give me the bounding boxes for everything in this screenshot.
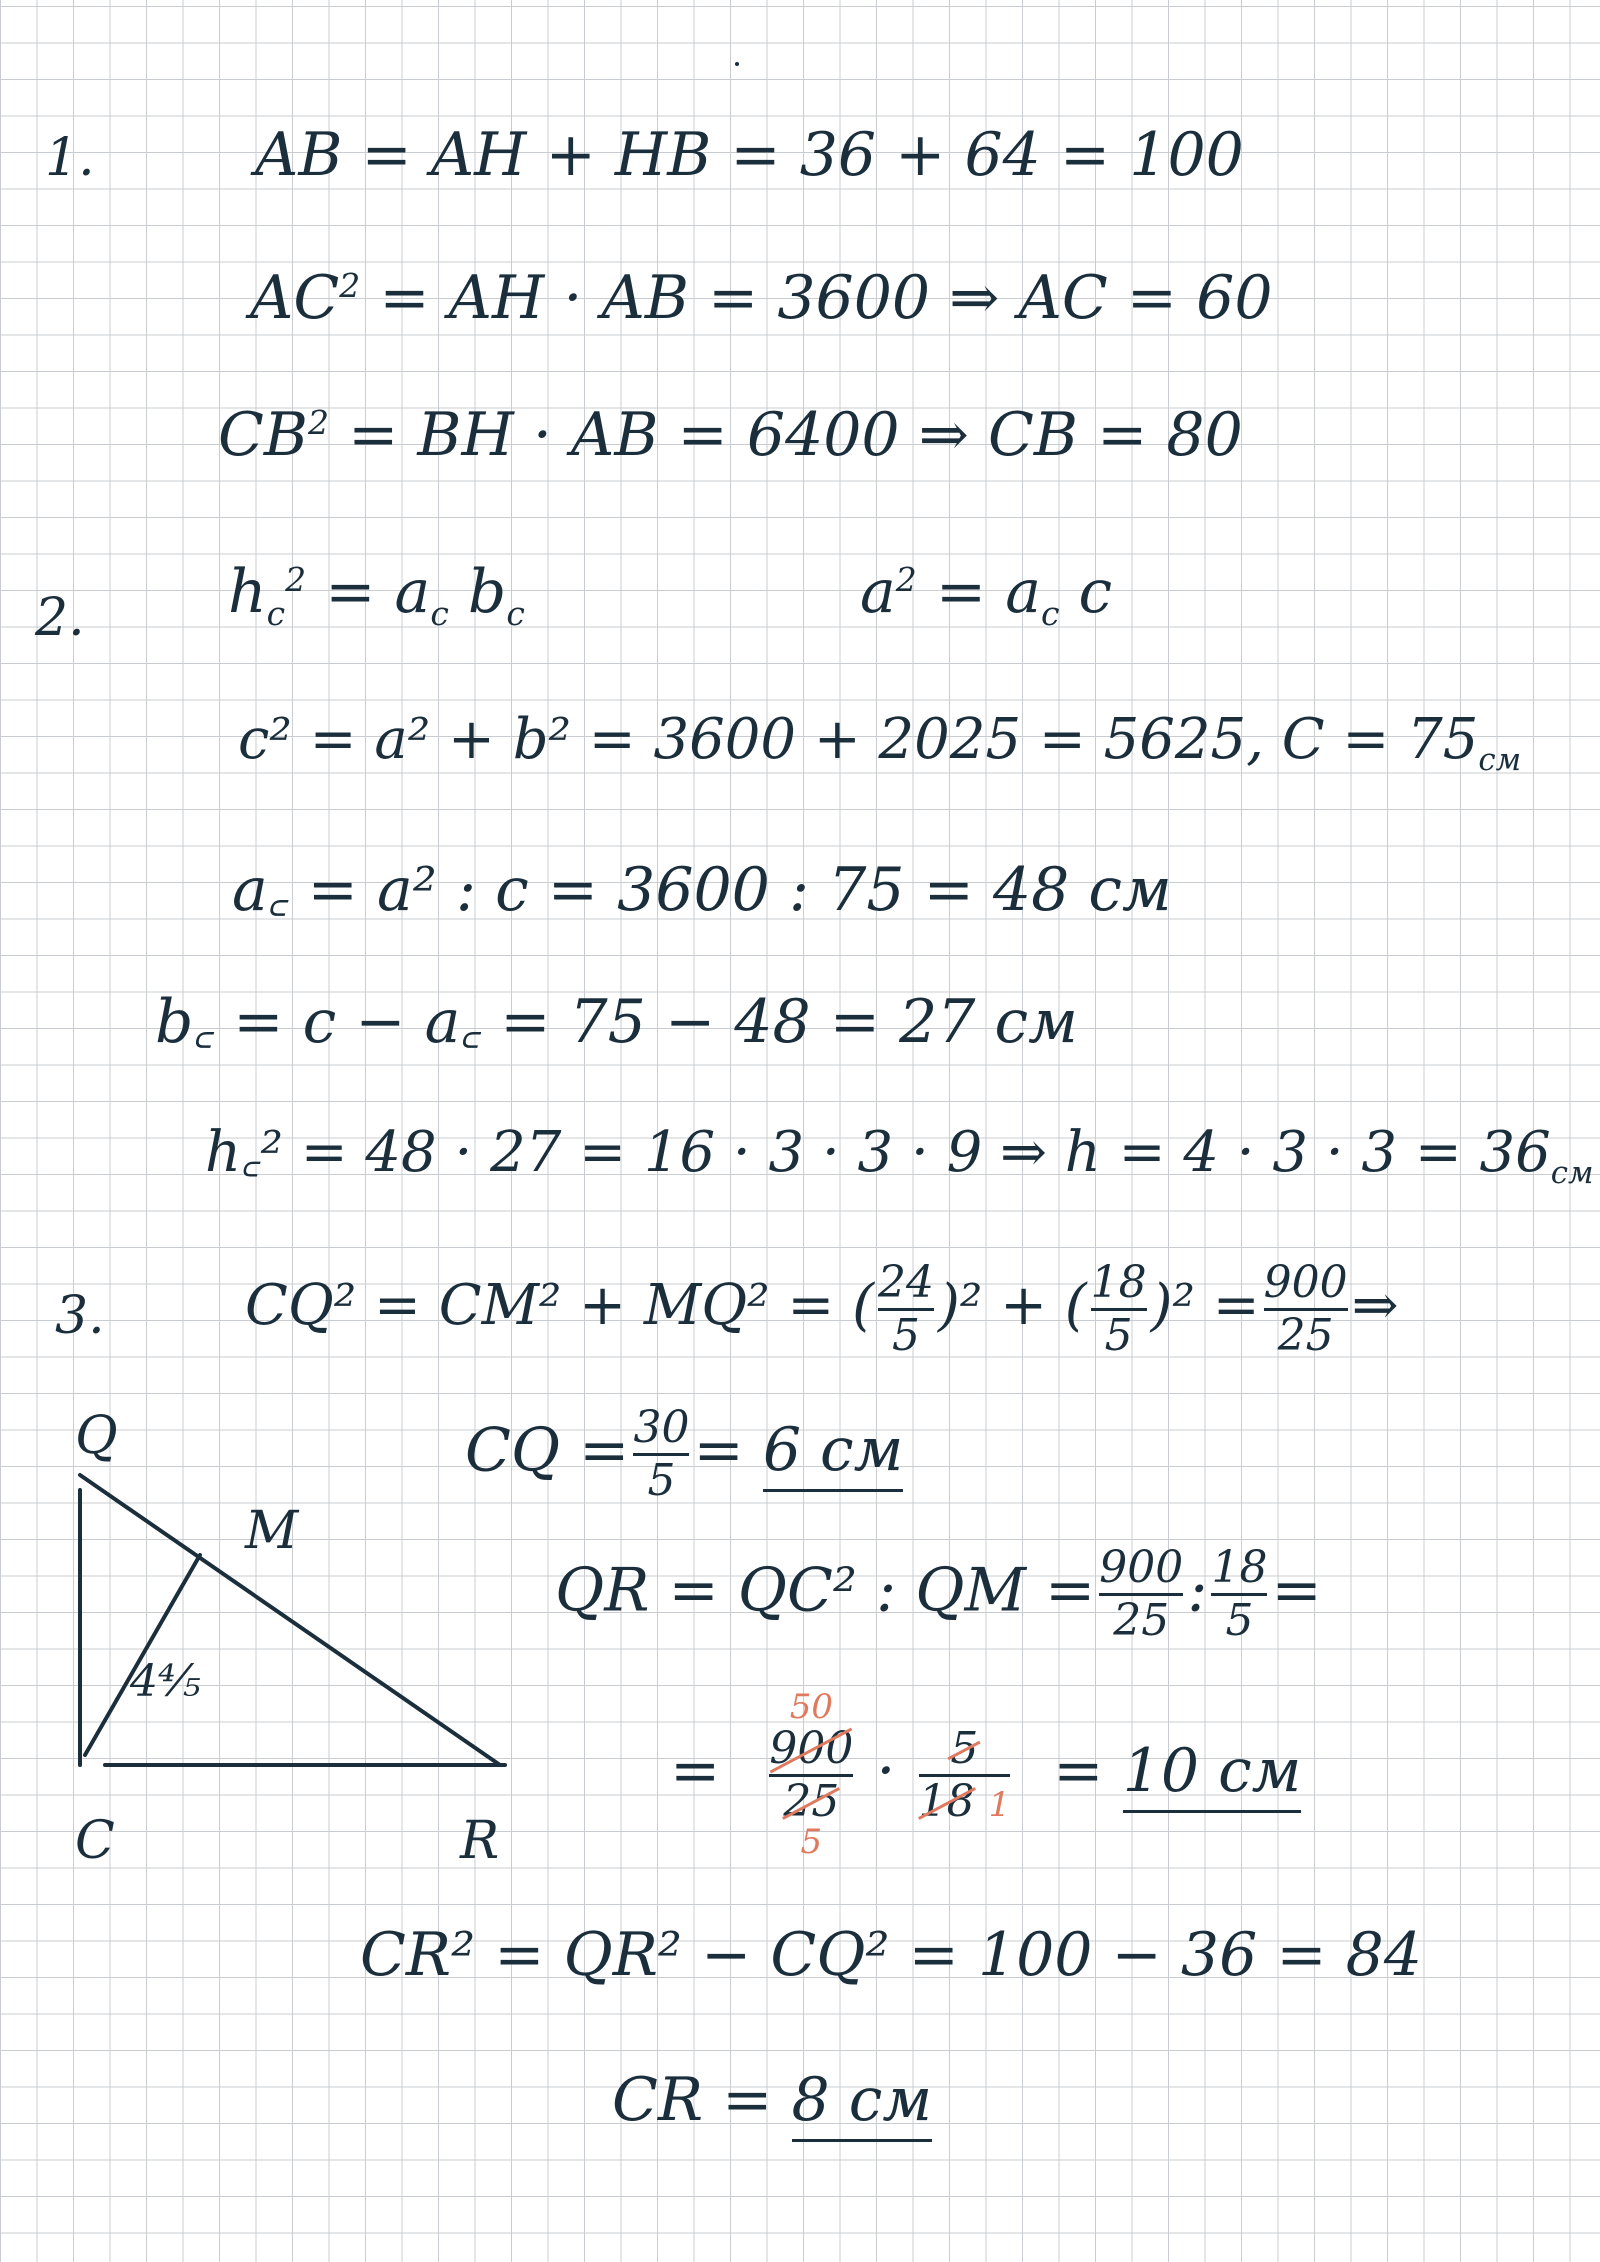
correction-denominator: 5: [800, 1822, 823, 1863]
vertex-label-q: Q: [75, 1406, 118, 1466]
problem-1-line-2: $AC^2$ = AH · AB = 3600 ⇒ AC = 60: [250, 263, 1273, 333]
vertex-label-c: C: [75, 1811, 115, 1871]
vertex-label-r: R: [460, 1811, 500, 1871]
fraction-numerator: 900: [1263, 1257, 1348, 1308]
line-5-text: h꜀² = 48 · 27 = 16 · 3 · 3 · 9 ⇒ h = 4 · 3 · 3 = 36: [205, 1120, 1551, 1185]
a-symbol: a: [860, 557, 896, 627]
line-4-eq: =: [670, 1735, 721, 1806]
line-4-end: =: [1053, 1735, 1104, 1806]
line-2-eq: =: [693, 1415, 744, 1486]
problem-2-line-1b: $a^2 = a_c$ c: [860, 557, 1113, 633]
line-3-start: QR = QC² : QM =: [555, 1555, 1096, 1626]
line-5-unit: см: [1550, 1155, 1594, 1192]
fraction-numerator: 18: [1211, 1542, 1268, 1593]
fraction-numerator: 900: [1099, 1542, 1184, 1593]
line-1-end: )² =: [1150, 1273, 1260, 1339]
problem-1-line-1: AB = AH + HB = 36 + 64 = 100: [255, 120, 1244, 190]
line-2-text: c² = a² + b² = 3600 + 2025 = 5625, C = 75: [238, 707, 1479, 772]
fraction-denominator: 5: [1104, 1310, 1133, 1362]
problem-2-number: 2.: [35, 588, 85, 648]
cr-result: 8 см: [792, 2065, 933, 2142]
fraction-denominator: 25: [1277, 1310, 1334, 1362]
line-6-start: CR =: [612, 2065, 773, 2135]
crossed-numerator: 900: [769, 1722, 854, 1774]
vertex-label-m: M: [245, 1501, 299, 1561]
problem-2-line-4: b꜀ = c − a꜀ = 75 − 48 = 27 см: [155, 987, 1078, 1057]
b-symbol: b: [448, 557, 507, 627]
problem-3-line-5: CR² = QR² − CQ² = 100 − 36 = 84: [360, 1920, 1423, 1990]
line-1b-rhs: = a: [916, 557, 1041, 627]
line-2-start: CQ =: [465, 1415, 630, 1486]
qr-result: 10 см: [1123, 1736, 1302, 1813]
line-2-unit: см: [1478, 742, 1522, 779]
correction-numerator: 50: [789, 1687, 833, 1727]
line-1-start: CQ² = CM² + MQ² = (: [245, 1273, 874, 1339]
crossed-denominator: 18: [918, 1775, 975, 1827]
problem-3-number: 3.: [55, 1286, 105, 1346]
line-1-rest: = a: [306, 557, 431, 627]
line-3-end: =: [1271, 1555, 1322, 1626]
line-2-lhs: AC: [250, 263, 340, 333]
line-3-rhs: = BH · AB = 6400 ⇒ CB = 80: [329, 400, 1243, 470]
multiply-dot: ·: [876, 1735, 896, 1806]
altitude-length-label: 4⅘: [130, 1656, 201, 1707]
fraction-numerator: 30: [633, 1402, 690, 1453]
line-2-rhs: = AH · AB = 3600 ⇒ AC = 60: [360, 263, 1273, 333]
problem-2-line-1: $h_c^2 = a_c$ $b_c$: [228, 557, 525, 633]
problem-1-line-3: $CB^2$ = BH · AB = 6400 ⇒ CB = 80: [218, 400, 1243, 470]
fraction-denominator: 5: [1225, 1595, 1254, 1647]
c-symbol: c: [1059, 557, 1113, 627]
problem-1-number: 1.: [45, 128, 95, 188]
fraction-denominator: 5: [891, 1310, 920, 1362]
crossed-numerator: 5: [950, 1722, 979, 1774]
fraction-denominator: 5: [647, 1455, 676, 1507]
correction-denominator: 1: [988, 1784, 1011, 1825]
h-symbol: h: [228, 557, 267, 627]
problem-2-line-3: a꜀ = a² : c = 3600 : 75 = 48 см: [232, 855, 1172, 925]
cq-result: 6 см: [763, 1415, 904, 1492]
line-3-lhs: CB: [218, 400, 308, 470]
crossed-denominator: 25: [783, 1775, 840, 1827]
arrow-symbol: ⇒: [1351, 1273, 1399, 1339]
colon-symbol: :: [1187, 1555, 1208, 1626]
fraction-denominator: 25: [1113, 1595, 1170, 1647]
altitude-cm: [85, 1555, 200, 1755]
fraction-numerator: 18: [1090, 1257, 1147, 1308]
fraction-numerator: 24: [877, 1257, 934, 1308]
line-1-mid: )² + (: [937, 1273, 1087, 1339]
